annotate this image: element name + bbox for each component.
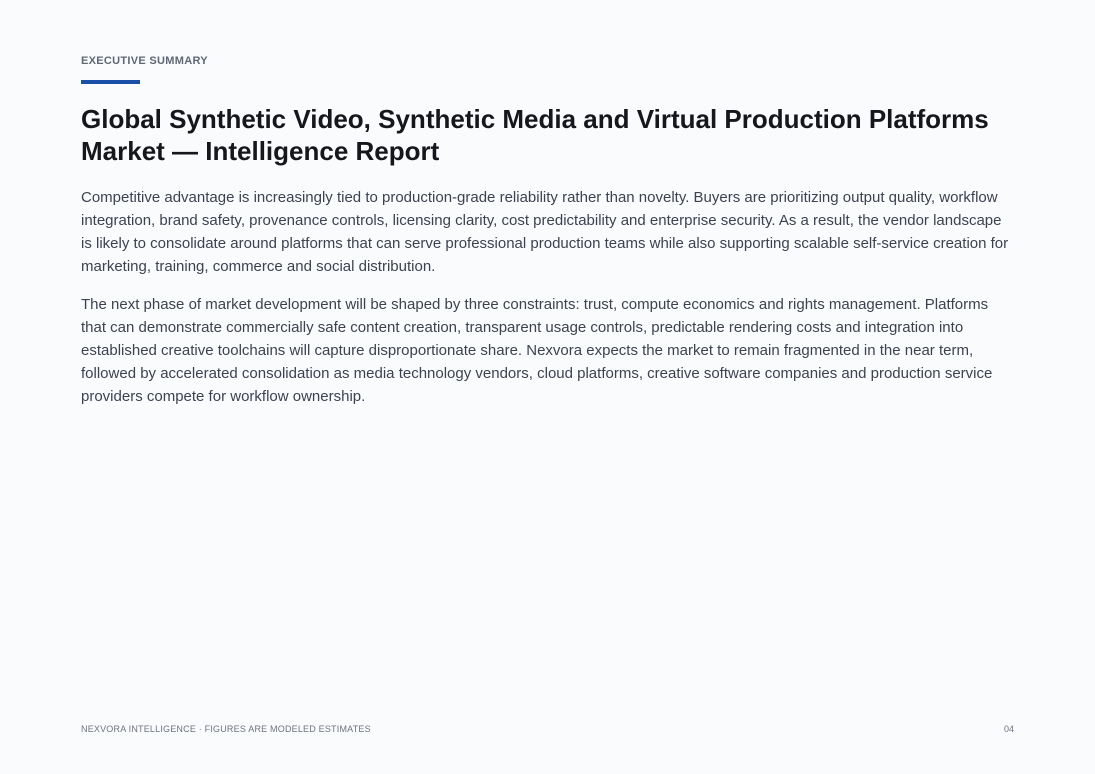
summary-paragraph: Competitive advantage is increasingly tied to production-grade reliability rather than novelty. Buyers are prioritizing output quality, workflow integration, brand safety, provenance controls, licensing clarity, cost predictability and enterprise security. As a result, the vendor landscape is likely to consolidate around platforms that can serve professional production teams while also supporting scalable self-service creation for marketing, training, commerce and social distribution. bbox=[81, 189, 1009, 275]
page-title: Global Synthetic Video, Synthetic Media and Virtual Production Platforms Market — Intelligence Report bbox=[81, 104, 989, 166]
section-eyebrow: EXECUTIVE SUMMARY bbox=[81, 55, 208, 67]
footer-note: NEXVORA INTELLIGENCE · FIGURES ARE MODELED ESTIMATES bbox=[81, 724, 371, 734]
summary-paragraph: The next phase of market development will be shaped by three constraints: trust, compute economics and rights management. Platforms that can demonstrate commercially safe content creation, transparent usage controls, predictable rendering costs and integration into established creative toolchains will capture disproportionate share. Nexvora expects the market to remain fragmented in the near term, followed by accelerated consolidation as media technology vendors, cloud platforms, creative software companies and production service providers compete for workflow ownership. bbox=[81, 296, 993, 405]
summary-body bbox=[81, 186, 1016, 423]
accent-rule bbox=[81, 80, 140, 84]
page-number: 04 bbox=[1003, 724, 1014, 734]
